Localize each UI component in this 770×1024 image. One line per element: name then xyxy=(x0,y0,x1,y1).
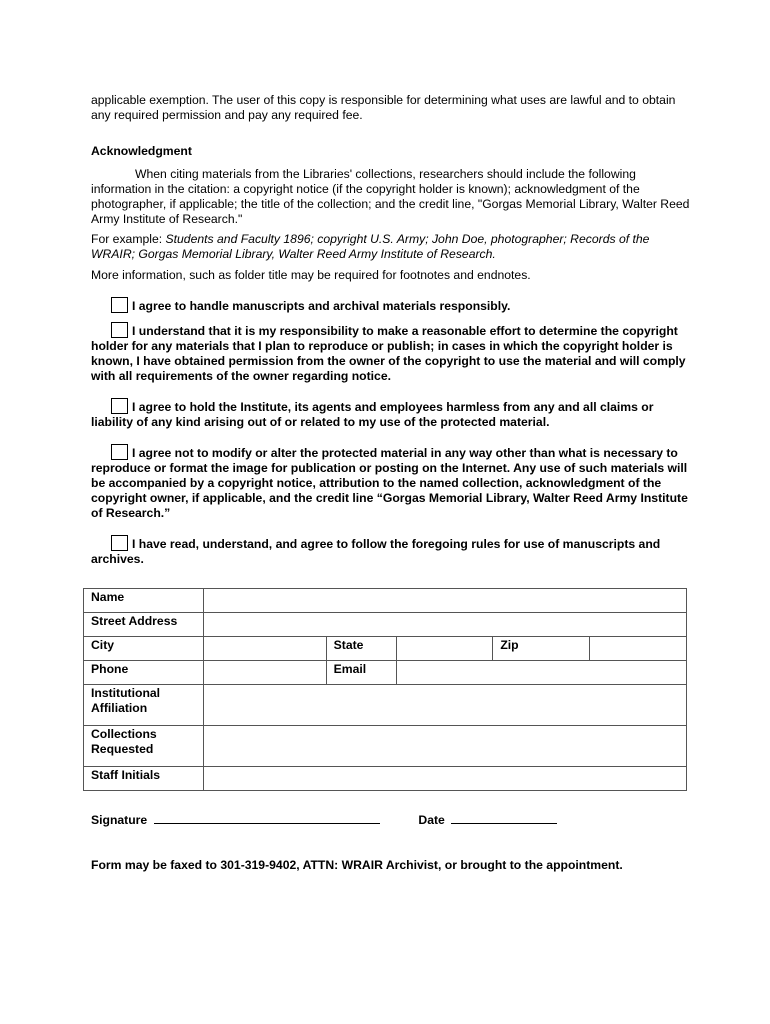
agreement-text-4: I agree not to modify or alter the protected material in any way other than what is necessary to reproduce or format the image for publication or posting on the Internet. Any use of such materials will be accompanied by a copyright notice, attribution to the named collection, acknowledgment of the copyright owner, if applicable, and the credit line “Gorgas Memorial Library, Walter Reed Army Institute of Research.” xyxy=(91,446,688,520)
agreement-checkbox-3[interactable] xyxy=(111,398,128,414)
agreement-item xyxy=(91,444,691,521)
state-field[interactable] xyxy=(396,637,493,661)
phone-label: Phone xyxy=(84,661,204,685)
name-field[interactable] xyxy=(203,589,686,613)
agreement-item xyxy=(91,398,691,430)
date-label: Date xyxy=(418,813,445,827)
city-label: City xyxy=(84,637,204,661)
researcher-info-table xyxy=(83,588,687,791)
citation-example xyxy=(91,232,691,262)
street-address-label: Street Address xyxy=(84,613,204,637)
city-field[interactable] xyxy=(203,637,326,661)
collections-field[interactable] xyxy=(203,726,686,767)
agreement-item xyxy=(91,535,691,567)
intro-paragraph: applicable exemption. The user of this copy is responsible for determining what uses are lawful and to obtain any required permission and pay any required fee. xyxy=(91,93,676,122)
email-label: Email xyxy=(326,661,396,685)
fax-instructions: Form may be faxed to 301-319-9402, ATTN: WRAIR Archivist, or brought to the appointment. xyxy=(91,858,623,872)
agreement-checkbox-1[interactable] xyxy=(111,297,128,313)
staff-initials-label: Staff Initials xyxy=(84,767,204,791)
example-text: Students and Faculty 1896; copyright U.S. Army; John Doe, photographer; Records of the WRAIR; Gorgas Memorial Library, Walter Reed Army Institute of Research. xyxy=(91,232,650,261)
more-info-text: More information, such as folder title may be required for footnotes and endnotes. xyxy=(91,268,531,282)
staff-initials-field[interactable] xyxy=(203,767,686,791)
table-row xyxy=(84,589,687,613)
email-field[interactable] xyxy=(396,661,686,685)
affiliation-label: Institutional Affiliation xyxy=(84,685,204,726)
agreement-text-1: I agree to handle manuscripts and archival materials responsibly. xyxy=(132,299,511,313)
acknowledgment-paragraph: When citing materials from the Libraries' collections, researchers should include the following information in the citation: a copyright notice (if the copyright holder is known); acknowledgment of the photographer, if applicable; the title of the collection; and the credit line, "Gorgas Memorial Library, Walter Reed Army Institute of Research." xyxy=(91,167,690,226)
agreement-checkbox-5[interactable] xyxy=(111,535,128,551)
document-body xyxy=(91,93,691,567)
signature-label: Signature xyxy=(91,813,148,827)
date-line[interactable] xyxy=(451,811,557,824)
name-label: Name xyxy=(84,589,204,613)
table-row xyxy=(84,637,687,661)
table-row xyxy=(84,685,687,726)
acknowledgment-heading: Acknowledgment xyxy=(91,144,192,158)
table-row xyxy=(84,661,687,685)
example-lead: For example: xyxy=(91,232,166,246)
affiliation-field[interactable] xyxy=(203,685,686,726)
signature-row xyxy=(91,811,691,827)
agreement-text-2: I understand that it is my responsibility to make a reasonable effort to determine the copyright holder for any materials that I plan to reproduce or publish; in cases in which the copyright holder is known, I have obtained permission from the owner of the copyright to use the material and will comply with all requirements of the owner regarding notice. xyxy=(91,324,686,383)
table-row xyxy=(84,613,687,637)
signature-line[interactable] xyxy=(154,811,380,824)
table-row xyxy=(84,726,687,767)
street-address-field[interactable] xyxy=(203,613,686,637)
zip-field[interactable] xyxy=(590,637,687,661)
table-row xyxy=(84,767,687,791)
agreement-item xyxy=(91,322,691,384)
agreement-text-5: I have read, understand, and agree to follow the foregoing rules for use of manuscripts and archives. xyxy=(91,537,661,566)
phone-field[interactable] xyxy=(203,661,326,685)
zip-label: Zip xyxy=(493,637,590,661)
agreement-checkbox-4[interactable] xyxy=(111,444,128,460)
agreement-item xyxy=(91,297,691,314)
agreement-checkbox-2[interactable] xyxy=(111,322,128,338)
agreement-text-3: I agree to hold the Institute, its agents and employees harmless from any and all claims or liability of any kind arising out of or related to my use of the protected material. xyxy=(91,400,654,429)
state-label: State xyxy=(326,637,396,661)
collections-label: Collections Requested xyxy=(84,726,204,767)
